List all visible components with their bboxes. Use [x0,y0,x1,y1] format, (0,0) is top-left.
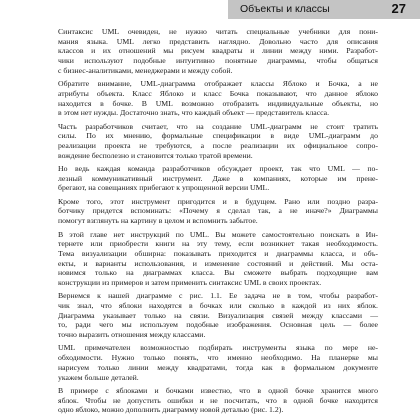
text-line: обходимости. Нужно только понять, что именно необходимо. На планерке мы [58,353,378,363]
paragraph [58,122,378,161]
text-line: лезный коммуникативный инструмент. Даже в компаниях, которые им прене- [58,173,378,183]
text-line: UML примечателен возможностью подбирать инструменты языка по мере не- [58,343,378,353]
paragraph [58,197,378,226]
text-line: в этом нет нужды. Достаточно знать, что каждый объект — представитель класса. [58,108,330,118]
text-line: Вернемся к нашей диаграмме с рис. 1.1. Ее задача не в том, чтобы разработ- [58,291,378,301]
text-line: В этой главе нет инструкций по UML. Вы можете самостоятельно поискать в Ин- [58,229,378,239]
text-line: брегают, на совещаниях прибегают к упрощенной версии UML. [58,183,270,193]
text-line: силы. По их мнению, формальные спецификации в виде UML-диаграмм до [58,131,378,141]
text-line: ботчику придется вспоминать: «Почему я сделал так, а не иначе?» Диаграммы [58,206,378,216]
text-line: точно выразить отношения между классами. [58,330,206,340]
paragraph [58,291,378,339]
text-line: тернете или приобрести книги на эту тему, если возникнет такая необходимость. [58,239,378,249]
text-line: чики используют подобные интуитивно понятные диаграммы, чтобы общаться [58,56,378,66]
chapter-title: Объекты и классы [240,3,330,15]
text-line: Часть разработчиков считает, что на создание UML-диаграмм не стоит тратить [58,121,378,131]
text-line: Обратите внимание, UML-диаграмма отображает классы Яблоко и Бочка, а не [58,79,378,89]
text-line: чик знал, что яблоки находятся в бочках или сколько в каждой из них яблок. [58,301,378,310]
text-line: вождение бесполезно и становится только тратой времени. [58,150,253,160]
text-line: мания языка. UML легко представить наглядно. Довольно часто для описания [58,36,378,46]
running-header [228,0,420,19]
text-line: находится в бочке. В UML возможно отобразить индивидуальные объекты, но [58,98,378,108]
text-line: то, ради чего мы используем подобные изображения. Основная цель — более [58,320,378,330]
text-line: с бизнес-аналитиками, менеджерами и между собой. [58,65,233,75]
text-line: конструкции из примеров и затем применить синтаксис UML в своих проектах. [58,277,322,287]
text-line: реализации проекта не требуются, а после реализации их официальное сопро- [58,140,378,150]
text-line: Диаграмма указывает только на связи. Визуализация связей между классами — [58,310,378,320]
body-text [58,27,378,419]
text-line: яблок. Чтобы не допустить ошибки и не посчитать, что в одной бочке находится [58,395,378,405]
text-line: Но ведь каждая команда разработчиков обсуждает проект, так что UML — по- [58,164,378,173]
text-line: Тема визуализации обширна: показывать приходится и диаграммы класса, и объ- [58,248,378,258]
text-line: помогут взглянуть на картину в целом и вспомнить забытое. [58,216,258,226]
text-line: одно яблоко, можно дополнить диаграмму новой деталью (рис. 1.2). [58,405,284,415]
paragraph [58,230,378,288]
paragraph [58,27,378,75]
page-number: 27 [391,1,406,16]
paragraph [58,164,378,193]
text-line: Кроме того, этот инструмент пригодится и в будущем. Рано или поздно разра- [58,196,378,206]
text-line: укажем больше деталей. [58,372,139,382]
text-line: Синтаксис UML очевиден, не нужно читать специальные учебники для пони- [58,27,378,36]
text-line: новимся только на диаграммах класса. Вы сможете выбрать подходящие вам [58,268,378,278]
paragraph [58,386,378,415]
text-line: нарисуем только линии между квадратами, тогда как в формальном документе [58,362,378,372]
text-line: В примере с яблоками и бочками известно, что в одной бочке хранится много [58,385,378,395]
paragraph [58,343,378,382]
text-line: классов и их отношений мы рисуем квадраты и линии между ними. Разработ- [58,46,378,56]
text-line: атрибуты объекта. Класс Яблоко и класс Бочка показывают, что данное яблоко [58,88,378,98]
paragraph [58,79,378,118]
text-line: екты, и варианты использования, и изменение состояний и действий. Мы оста- [58,258,378,268]
